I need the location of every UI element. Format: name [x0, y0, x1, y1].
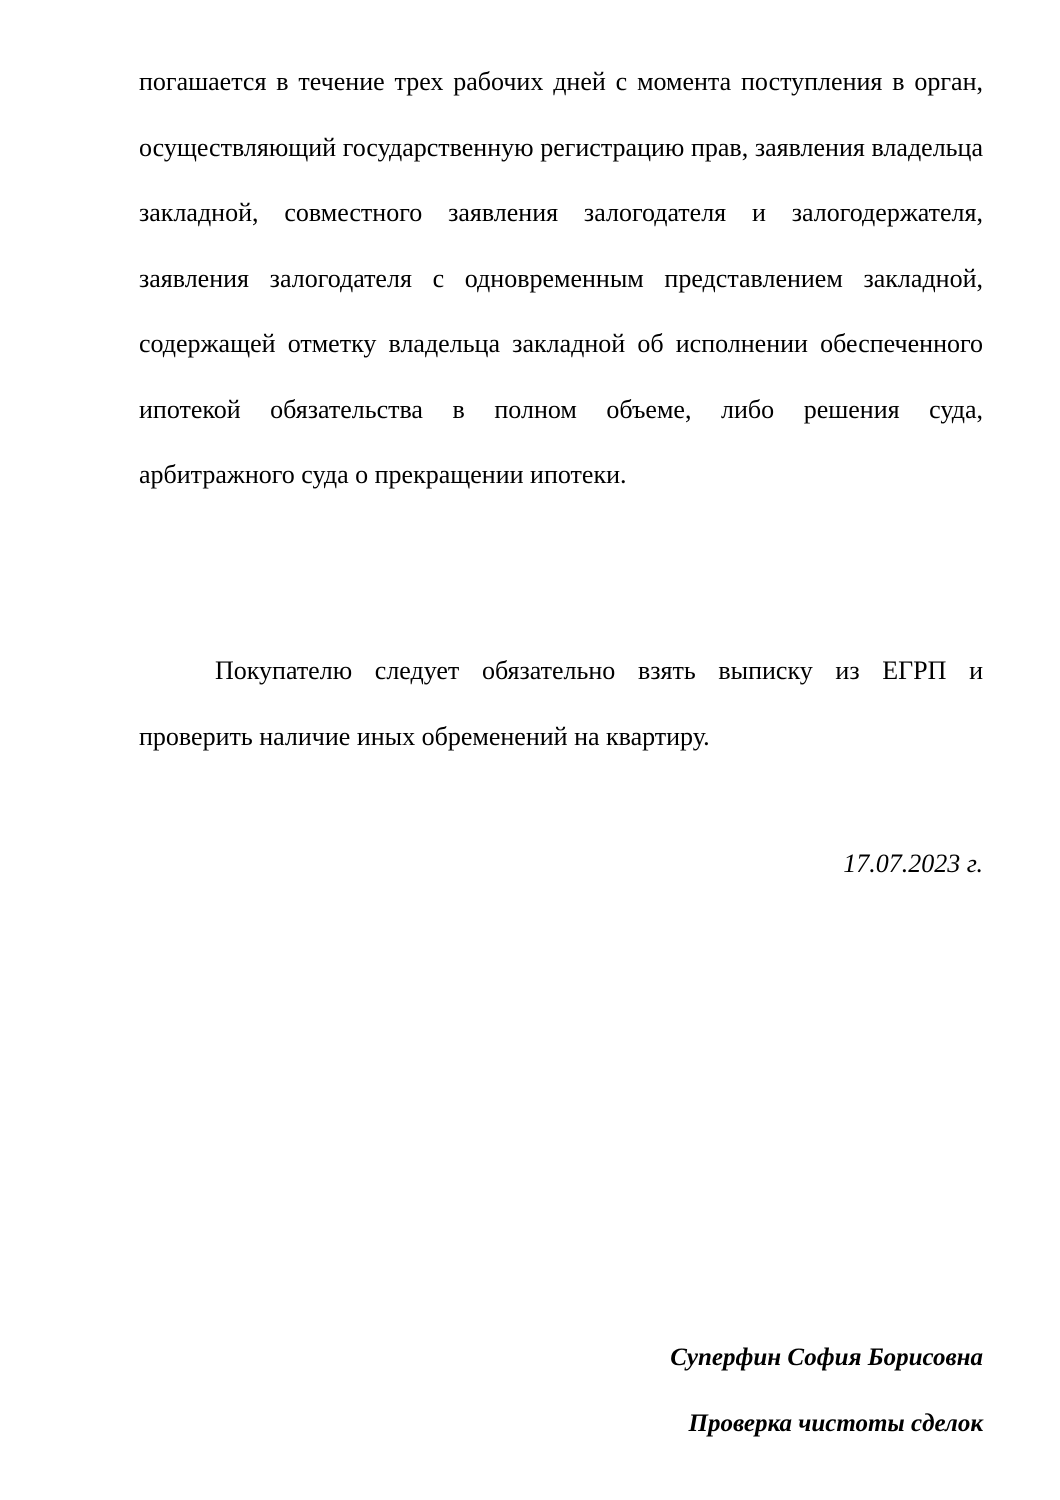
signature-title: Проверка чистоты сделок [688, 1410, 983, 1437]
body-paragraph-mortgage-repayment: погашается в течение трех рабочих дней с момента поступления в орган, осуществляющий государственную регистрацию прав, заявления владельца закладной, совместного заявления залогодателя и залогодержателя, заявления залогодателя с одновременным представлением закладной, содержащей отметку владельца закладной об исполнении обеспеченного ипотекой обязательства в полном объеме, либо решения суда, арбитражного суда о прекращении ипотеки. [139, 67, 983, 489]
body-paragraph-buyer-advice: Покупателю следует обязательно взять выписку из ЕГРП и проверить наличие иных обременений на квартиру. [139, 656, 983, 751]
document-date: 17.07.2023 г. [843, 849, 983, 878]
signature-name: Суперфин София Борисовна [670, 1344, 983, 1371]
